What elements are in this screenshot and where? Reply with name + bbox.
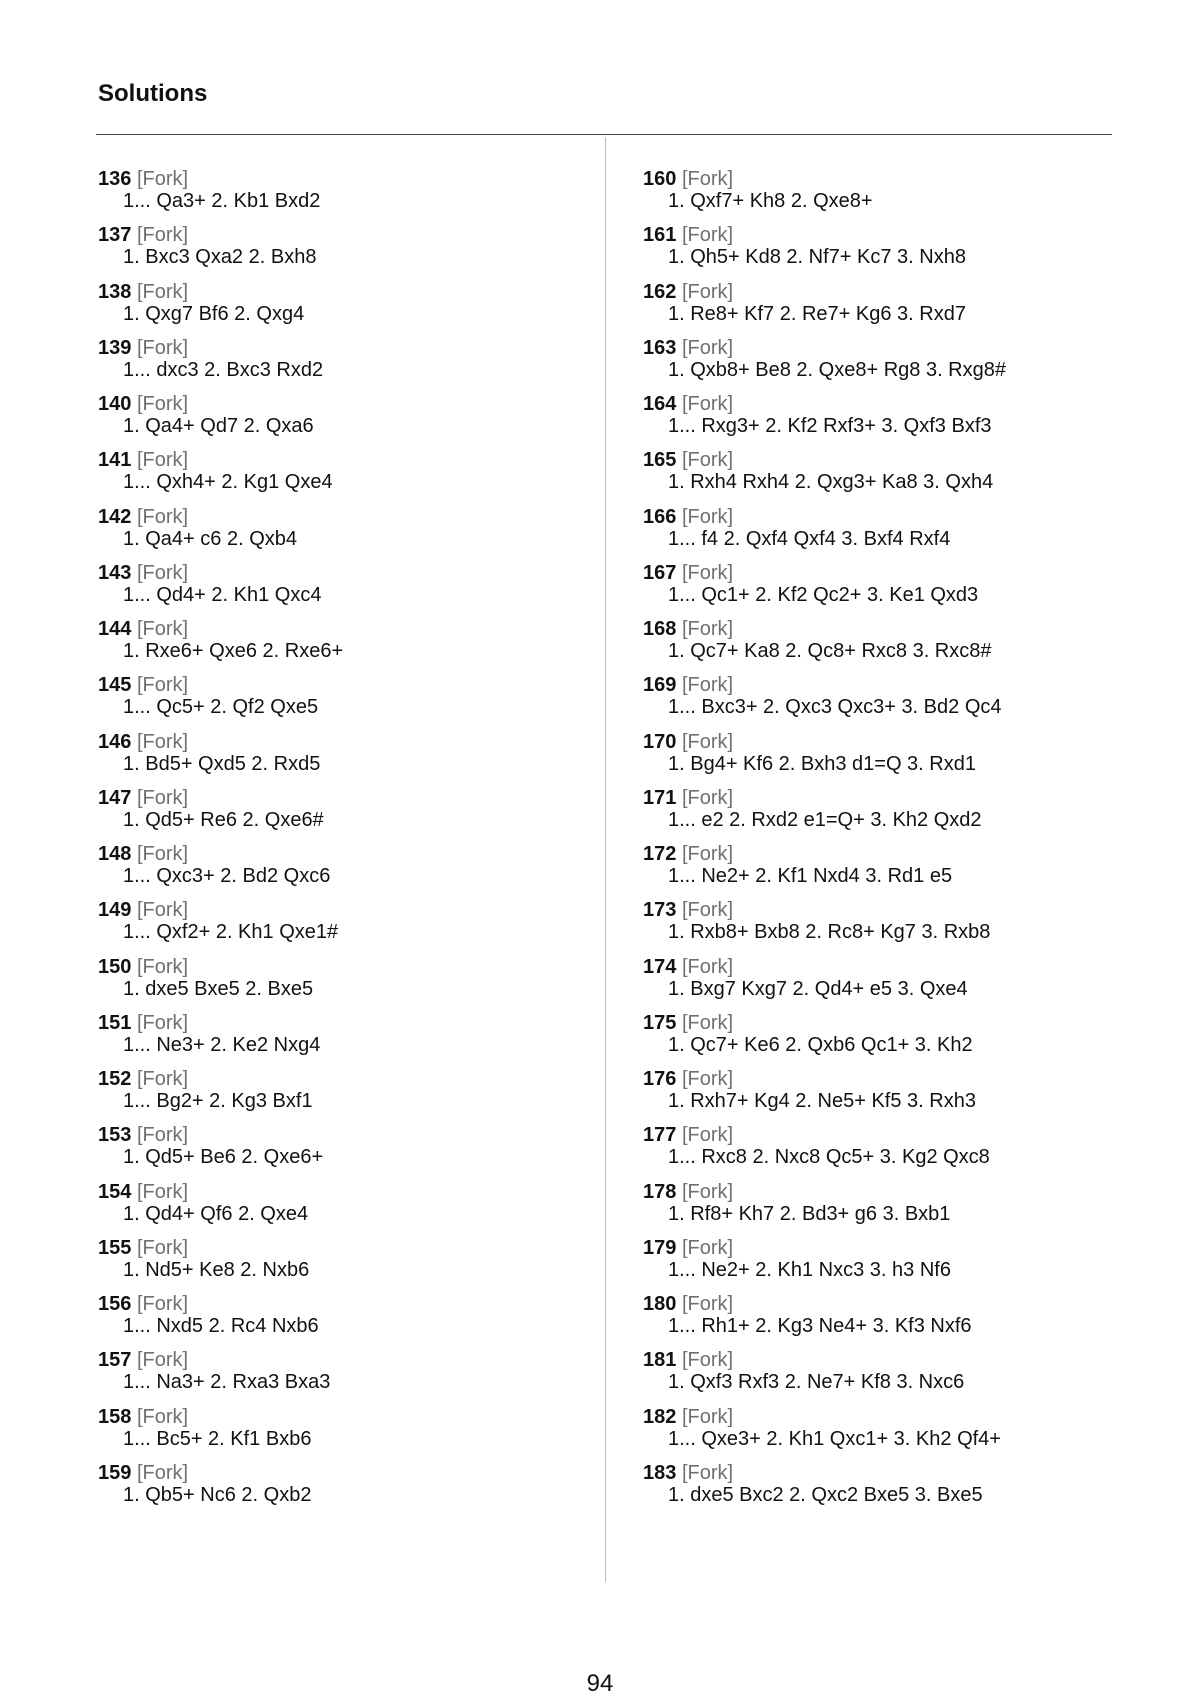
- solution-entry: [98, 1293, 343, 1349]
- solution-moves: 1. Qd4+ Qf6 2. Qxe4: [123, 1202, 309, 1225]
- solution-heading: [643, 337, 1006, 359]
- solution-number: 160: [643, 168, 677, 190]
- solution-heading: [98, 1349, 343, 1371]
- solution-heading: [643, 393, 1006, 415]
- solution-heading: [643, 787, 1006, 809]
- solution-number: 136: [98, 168, 132, 190]
- solution-entry: [98, 618, 343, 674]
- right-column: [643, 168, 1006, 1518]
- solution-tag: [Fork]: [136, 1124, 189, 1147]
- solution-number: 158: [98, 1405, 132, 1428]
- solution-number: 180: [643, 1293, 677, 1315]
- solution-entry: [643, 956, 1006, 1012]
- solution-moves: 1. Rxb8+ Bxb8 2. Rc8+ Kg7 3. Rxb8: [668, 921, 991, 944]
- solution-tag: [Fork]: [136, 955, 189, 978]
- solution-moves: 1... Qc5+ 2. Qf2 Qxe5: [123, 696, 319, 719]
- solution-tag: [Fork]: [136, 899, 189, 922]
- solution-heading: [643, 1293, 1006, 1315]
- page-title: Solutions: [98, 80, 208, 107]
- solution-tag: [Fork]: [136, 1180, 189, 1203]
- solution-moves: 1... Rxg3+ 2. Kf2 Rxf3+ 3. Qxf3 Bxf3: [668, 415, 992, 437]
- solution-moves: 1. Bxg7 Kxg7 2. Qd4+ e5 3. Qxe4: [668, 977, 968, 1000]
- solution-entry: [98, 956, 343, 1012]
- solution-entry: [98, 674, 343, 730]
- solution-moves: 1... Nxd5 2. Rc4 Nxb6: [123, 1315, 319, 1337]
- solution-number: 168: [643, 618, 677, 640]
- solution-heading: [98, 899, 343, 921]
- solution-heading: [643, 1406, 1006, 1428]
- solution-tag: [Fork]: [681, 393, 734, 415]
- solution-number: 155: [98, 1236, 132, 1259]
- solution-tag: [Fork]: [681, 899, 734, 922]
- solution-entry: [643, 506, 1006, 562]
- solution-heading: [98, 562, 343, 584]
- solution-tag: [Fork]: [681, 1068, 734, 1090]
- solution-tag: [Fork]: [136, 561, 189, 584]
- solution-tag: [Fork]: [681, 730, 734, 753]
- solution-heading: [643, 674, 1006, 696]
- solution-tag: [Fork]: [136, 1236, 189, 1259]
- solution-tag: [Fork]: [681, 1461, 734, 1484]
- solution-number: 156: [98, 1293, 132, 1315]
- solution-number: 157: [98, 1349, 132, 1372]
- solution-moves: 1. Qh5+ Kd8 2. Nf7+ Kc7 3. Nxh8: [668, 246, 966, 269]
- solution-heading: [98, 1068, 343, 1090]
- solution-number: 141: [98, 449, 132, 472]
- header-rule: [96, 134, 1112, 135]
- solution-moves: 1. Qd5+ Be6 2. Qxe6+: [123, 1146, 324, 1169]
- column-divider: [605, 137, 606, 1582]
- solution-entry: [643, 1349, 1006, 1405]
- solution-entry: [643, 1124, 1006, 1180]
- solution-heading: [98, 843, 343, 865]
- solution-entry: [643, 337, 1006, 393]
- solution-number: 179: [643, 1236, 677, 1259]
- solution-entry: [98, 1181, 343, 1237]
- solution-moves: 1. Re8+ Kf7 2. Re7+ Kg6 3. Rxd7: [668, 302, 966, 325]
- solution-entry: [98, 731, 343, 787]
- solution-moves: 1... Bxc3+ 2. Qxc3 Qxc3+ 3. Bd2 Qc4: [668, 696, 1002, 719]
- solution-entry: [643, 1293, 1006, 1349]
- solution-heading: [98, 1124, 343, 1146]
- solution-moves: 1... e2 2. Rxd2 e1=Q+ 3. Kh2 Qxd2: [668, 808, 982, 831]
- solution-number: 183: [643, 1461, 677, 1484]
- solution-tag: [Fork]: [681, 168, 734, 190]
- solution-heading: [643, 506, 1006, 528]
- solution-number: 175: [643, 1011, 677, 1034]
- solution-heading: [98, 506, 343, 528]
- solution-entry: [98, 1406, 343, 1462]
- solution-number: 177: [643, 1124, 677, 1147]
- solution-heading: [98, 674, 343, 696]
- solution-number: 167: [643, 561, 677, 584]
- solution-heading: [643, 281, 1006, 303]
- solution-moves: 1. Qc7+ Ke6 2. Qxb6 Qc1+ 3. Kh2: [668, 1033, 973, 1056]
- solution-tag: [Fork]: [136, 224, 189, 247]
- solution-entry: [98, 787, 343, 843]
- solution-number: 163: [643, 336, 677, 359]
- solution-entry: [98, 281, 343, 337]
- solution-tag: [Fork]: [136, 1011, 189, 1034]
- solution-heading: [98, 393, 343, 415]
- solution-heading: [643, 1462, 1006, 1484]
- solution-moves: 1... Rh1+ 2. Kg3 Ne4+ 3. Kf3 Nxf6: [668, 1315, 972, 1337]
- solution-moves: 1... Qc1+ 2. Kf2 Qc2+ 3. Ke1 Qxd3: [668, 583, 979, 606]
- solution-tag: [Fork]: [136, 336, 189, 359]
- solution-number: 149: [98, 899, 132, 922]
- solution-tag: [Fork]: [681, 224, 734, 247]
- solution-heading: [98, 337, 343, 359]
- solution-number: 169: [643, 674, 677, 697]
- solution-entry: [643, 1181, 1006, 1237]
- solution-tag: [Fork]: [681, 843, 734, 865]
- solution-moves: 1. Qxg7 Bf6 2. Qxg4: [123, 302, 305, 325]
- solution-tag: [Fork]: [681, 1293, 734, 1315]
- solution-tag: [Fork]: [136, 1349, 189, 1372]
- solution-moves: 1. Qb5+ Nc6 2. Qxb2: [123, 1483, 312, 1506]
- solution-moves: 1... Qxf2+ 2. Kh1 Qxe1#: [123, 921, 339, 944]
- solution-number: 150: [98, 955, 132, 978]
- solution-tag: [Fork]: [136, 730, 189, 753]
- solution-entry: [643, 1406, 1006, 1462]
- solution-entry: [98, 843, 343, 899]
- solution-tag: [Fork]: [681, 280, 734, 303]
- solution-heading: [643, 1068, 1006, 1090]
- solution-heading: [643, 843, 1006, 865]
- solution-moves: 1... Na3+ 2. Rxa3 Bxa3: [123, 1371, 331, 1394]
- solution-moves: 1... Ne2+ 2. Kh1 Nxc3 3. h3 Nf6: [668, 1258, 951, 1281]
- solution-entry: [643, 393, 1006, 449]
- solution-tag: [Fork]: [681, 1180, 734, 1203]
- solution-tag: [Fork]: [136, 1293, 189, 1315]
- solution-tag: [Fork]: [136, 393, 189, 415]
- solution-number: 165: [643, 449, 677, 472]
- solution-moves: 1. Bd5+ Qxd5 2. Rxd5: [123, 752, 321, 775]
- solution-tag: [Fork]: [681, 1011, 734, 1034]
- solution-number: 146: [98, 730, 132, 753]
- solution-tag: [Fork]: [681, 955, 734, 978]
- solution-number: 139: [98, 336, 132, 359]
- solution-number: 140: [98, 393, 132, 415]
- solution-entry: [643, 787, 1006, 843]
- solution-entry: [643, 1012, 1006, 1068]
- solution-moves: 1... Qd4+ 2. Kh1 Qxc4: [123, 583, 322, 606]
- solution-heading: [98, 449, 343, 471]
- solution-number: 137: [98, 224, 132, 247]
- solution-heading: [643, 1349, 1006, 1371]
- solution-entry: [643, 843, 1006, 899]
- solution-number: 151: [98, 1011, 132, 1034]
- solution-number: 174: [643, 955, 677, 978]
- solution-number: 143: [98, 561, 132, 584]
- solution-moves: 1... Qxe3+ 2. Kh1 Qxc1+ 3. Kh2 Qf4+: [668, 1427, 1001, 1450]
- solution-heading: [643, 1012, 1006, 1034]
- solution-heading: [643, 562, 1006, 584]
- solution-moves: 1. Bxc3 Qxa2 2. Bxh8: [123, 246, 317, 269]
- solution-heading: [643, 1124, 1006, 1146]
- solution-entry: [643, 618, 1006, 674]
- solution-heading: [98, 787, 343, 809]
- solution-moves: 1... Qa3+ 2. Kb1 Bxd2: [123, 190, 321, 212]
- solution-tag: [Fork]: [136, 1461, 189, 1484]
- solution-number: 148: [98, 843, 132, 865]
- solution-tag: [Fork]: [681, 1236, 734, 1259]
- solution-number: 176: [643, 1068, 677, 1090]
- solution-number: 154: [98, 1180, 132, 1203]
- solution-number: 161: [643, 224, 677, 247]
- solution-entry: [643, 1462, 1006, 1518]
- solution-number: 162: [643, 280, 677, 303]
- solution-entry: [643, 1068, 1006, 1124]
- solution-tag: [Fork]: [136, 618, 189, 640]
- solution-heading: [643, 1181, 1006, 1203]
- solution-number: 178: [643, 1180, 677, 1203]
- solution-moves: 1. Rxh7+ Kg4 2. Ne5+ Kf5 3. Rxh3: [668, 1090, 976, 1112]
- solution-entry: [643, 674, 1006, 730]
- solution-entry: [643, 899, 1006, 955]
- solution-tag: [Fork]: [681, 1405, 734, 1428]
- solution-moves: 1. Qa4+ c6 2. Qxb4: [123, 527, 297, 550]
- solution-heading: [643, 956, 1006, 978]
- page-number: 94: [586, 1670, 614, 1697]
- solution-entry: [643, 168, 1006, 224]
- solution-number: 170: [643, 730, 677, 753]
- solution-moves: 1... Bg2+ 2. Kg3 Bxf1: [123, 1090, 313, 1112]
- solution-moves: 1. dxe5 Bxe5 2. Bxe5: [123, 977, 314, 1000]
- solution-number: 164: [643, 393, 677, 415]
- solution-number: 138: [98, 280, 132, 303]
- solution-entry: [643, 449, 1006, 505]
- solution-moves: 1... Bc5+ 2. Kf1 Bxb6: [123, 1427, 312, 1450]
- solution-entry: [643, 224, 1006, 280]
- solution-moves: 1. Qxb8+ Be8 2. Qxe8+ Rg8 3. Rxg8#: [668, 358, 1006, 381]
- solution-entry: [98, 1349, 343, 1405]
- solution-entry: [643, 731, 1006, 787]
- solution-tag: [Fork]: [136, 280, 189, 303]
- solution-moves: 1... Qxh4+ 2. Kg1 Qxe4: [123, 471, 333, 494]
- solution-heading: [643, 618, 1006, 640]
- solution-tag: [Fork]: [136, 168, 189, 190]
- solution-tag: [Fork]: [681, 786, 734, 809]
- solution-tag: [Fork]: [136, 449, 189, 472]
- solution-heading: [98, 1012, 343, 1034]
- solution-entry: [98, 562, 343, 618]
- solution-entry: [643, 562, 1006, 618]
- solution-heading: [98, 1462, 343, 1484]
- solution-entry: [98, 449, 343, 505]
- solution-heading: [98, 956, 343, 978]
- solution-tag: [Fork]: [136, 1068, 189, 1090]
- solution-number: 182: [643, 1405, 677, 1428]
- solution-tag: [Fork]: [681, 674, 734, 697]
- solution-number: 181: [643, 1349, 677, 1372]
- solution-moves: 1. Bg4+ Kf6 2. Bxh3 d1=Q 3. Rxd1: [668, 752, 976, 775]
- solution-number: 173: [643, 899, 677, 922]
- solution-heading: [98, 168, 343, 190]
- solution-entry: [98, 1068, 343, 1124]
- solution-tag: [Fork]: [136, 843, 189, 865]
- solution-moves: 1... Ne2+ 2. Kf1 Nxd4 3. Rd1 e5: [668, 865, 953, 887]
- solution-heading: [98, 1237, 343, 1259]
- solution-tag: [Fork]: [681, 561, 734, 584]
- solution-heading: [643, 1237, 1006, 1259]
- solution-heading: [98, 731, 343, 753]
- solution-moves: 1. Qd5+ Re6 2. Qxe6#: [123, 808, 324, 831]
- solution-entry: [98, 899, 343, 955]
- solution-tag: [Fork]: [136, 1405, 189, 1428]
- solution-moves: 1. Qxf7+ Kh8 2. Qxe8+: [668, 190, 873, 212]
- solution-tag: [Fork]: [136, 505, 189, 528]
- solution-moves: 1. Qc7+ Ka8 2. Qc8+ Rxc8 3. Rxc8#: [668, 640, 992, 662]
- solution-heading: [98, 281, 343, 303]
- solution-entry: [98, 1462, 343, 1518]
- solution-tag: [Fork]: [681, 1349, 734, 1372]
- solution-heading: [98, 1293, 343, 1315]
- solution-entry: [98, 506, 343, 562]
- solution-tag: [Fork]: [136, 674, 189, 697]
- solution-number: 159: [98, 1461, 132, 1484]
- solution-moves: 1... dxc3 2. Bxc3 Rxd2: [123, 358, 324, 381]
- solution-number: 166: [643, 505, 677, 528]
- solution-number: 142: [98, 505, 132, 528]
- solution-number: 144: [98, 618, 132, 640]
- solution-moves: 1. Rxe6+ Qxe6 2. Rxe6+: [123, 640, 344, 662]
- solution-moves: 1... Rxc8 2. Nxc8 Qc5+ 3. Kg2 Qxc8: [668, 1146, 990, 1169]
- left-column: [98, 168, 343, 1518]
- solution-tag: [Fork]: [681, 618, 734, 640]
- solution-moves: 1. Qxf3 Rxf3 2. Ne7+ Kf8 3. Nxc6: [668, 1371, 965, 1394]
- solution-moves: 1... Ne3+ 2. Ke2 Nxg4: [123, 1033, 321, 1056]
- solution-tag: [Fork]: [681, 449, 734, 472]
- solution-heading: [98, 1406, 343, 1428]
- solution-heading: [643, 731, 1006, 753]
- solution-entry: [643, 281, 1006, 337]
- solution-number: 153: [98, 1124, 132, 1147]
- solution-heading: [98, 618, 343, 640]
- solution-entry: [98, 393, 343, 449]
- solution-entry: [98, 168, 343, 224]
- solution-moves: 1. Rxh4 Rxh4 2. Qxg3+ Ka8 3. Qxh4: [668, 471, 994, 494]
- solution-entry: [98, 1237, 343, 1293]
- solution-number: 145: [98, 674, 132, 697]
- solution-heading: [643, 224, 1006, 246]
- solution-heading: [98, 224, 343, 246]
- solution-entry: [98, 1124, 343, 1180]
- solution-entry: [98, 1012, 343, 1068]
- solution-moves: 1... Qxc3+ 2. Bd2 Qxc6: [123, 865, 331, 887]
- solution-number: 172: [643, 843, 677, 865]
- solution-entry: [98, 224, 343, 280]
- solution-tag: [Fork]: [681, 505, 734, 528]
- solution-tag: [Fork]: [681, 336, 734, 359]
- solution-tag: [Fork]: [681, 1124, 734, 1147]
- solution-moves: 1. dxe5 Bxc2 2. Qxc2 Bxe5 3. Bxe5: [668, 1483, 983, 1506]
- solution-heading: [98, 1181, 343, 1203]
- solution-moves: 1. Rf8+ Kh7 2. Bd3+ g6 3. Bxb1: [668, 1202, 951, 1225]
- solution-entry: [643, 1237, 1006, 1293]
- solution-number: 171: [643, 786, 677, 809]
- solution-heading: [643, 449, 1006, 471]
- solution-moves: 1... f4 2. Qxf4 Qxf4 3. Bxf4 Rxf4: [668, 527, 951, 550]
- solution-moves: 1. Nd5+ Ke8 2. Nxb6: [123, 1258, 310, 1281]
- solution-heading: [643, 899, 1006, 921]
- solution-tag: [Fork]: [136, 786, 189, 809]
- solution-entry: [98, 337, 343, 393]
- solution-number: 152: [98, 1068, 132, 1090]
- solution-number: 147: [98, 786, 132, 809]
- solution-moves: 1. Qa4+ Qd7 2. Qxa6: [123, 415, 314, 437]
- solution-heading: [643, 168, 1006, 190]
